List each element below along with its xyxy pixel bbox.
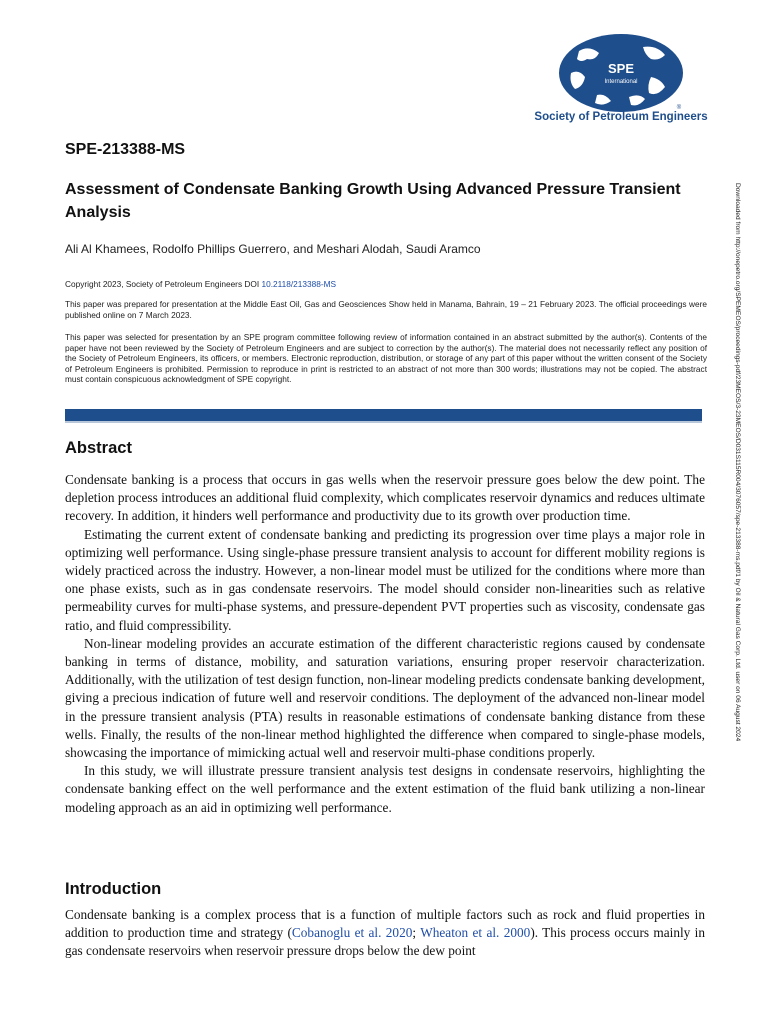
download-notice-sidebar (730, 183, 742, 823)
introduction-paragraph (65, 906, 705, 961)
globe-icon (557, 33, 685, 113)
citation-link[interactable]: Cobanoglu et al. 2020 (291, 925, 413, 941)
authors: Ali Al Khamees, Rodolfo Phillips Guerrero, and Meshari Alodah, Saudi Aramco (65, 242, 481, 256)
introduction-body (65, 906, 705, 961)
intro-text: ). This process occurs mainly in gas condensate reservoirs when reservoir pressure drops below the dew point (65, 925, 705, 959)
abstract-paragraph: In this study, we will illustrate pressure transient analysis test designs in condensate reservoirs, highlighting the condensate banking effect on the well performance and the extent estimation of the fluid bank utilizing a non-linear modeling approach as an aid in optimizing well performance. (65, 763, 705, 815)
intro-text: Condensate banking is a complex process that is a function of multiple factors such as rock and fluid properties in addition to production time and strategy ( (65, 907, 705, 941)
copyright-line (65, 279, 707, 290)
abstract-paragraph: Estimating the current extent of condensate banking and predicting its progression over time plays a major role in optimizing well performance. Using single-phase pressure transient analysis to account for different mobility regions is widely practiced across the industry. However, a non-linear model must be utilized for the conditions where more than one phase exists, such as in gas condensate reservoirs. The model should consider non-linearities such as relative permeability curves for multi-phase systems, and pressure-dependent PVT properties such as viscosity, condensate gas ratio, and fluid compressibility. (65, 526, 705, 633)
citation-link[interactable]: Wheaton et al. 2000 (420, 925, 531, 941)
selection-notice: This paper was selected for presentation by an SPE program committee following review of information contained in an abstract submitted by the author(s). Contents of the paper have not been reviewed by the Society of Petroleum Engineers and are subject to correction by the author(s). The material does not necessarily reflect any position of the Society of Petroleum Engineers, its officers, or members. Electronic reproduction, distribution, or storage of any part of this paper without the written consent of the Society of Petroleum Engineers is prohibited. Permission to reproduce in print is restricted to an abstract of not more than 300 words; illustrations may not be copied. The abstract must contain conspicuous acknowledgment of SPE copyright. (65, 332, 707, 385)
spe-logo (534, 33, 708, 125)
prepared-notice: This paper was prepared for presentation at the Middle East Oil, Gas and Geosciences Show held in Manama, Bahrain, 19 – 21 February 2023. The official proceedings were published online on 7 March 2023. (65, 299, 707, 320)
copyright-text: Copyright 2023, Society of Petroleum Engineers DOI (65, 279, 262, 289)
abstract-paragraph: Condensate banking is a process that occurs in gas wells when the reservoir pressure goes below the dew point. The depletion process introduces an additional fluid complexity, which complicates reservoir dynamics and reduces ultimate recovery. In addition, it hinders well performance and productivity due to its growth over production time. (65, 472, 705, 524)
logo-globe-text: SPE (607, 61, 635, 76)
logo-globe-subtext: International (604, 79, 638, 85)
citation-separator: ; (412, 925, 421, 941)
registered-mark: ® (676, 105, 682, 111)
logo-org-name: Society of Petroleum Engineers (534, 111, 708, 123)
doi-link[interactable]: 10.2118/213388-MS (261, 279, 337, 289)
paper-id: SPE-213388-MS (65, 141, 186, 158)
abstract-heading: Abstract (65, 439, 132, 457)
abstract-paragraph: Non-linear modeling provides an accurate estimation of the different characteristic regions caused by condensate banking in terms of distance, mobility, and saturation variations, ensuring proper reservoir characterization. Additionally, with the utilization of test design function, non-linear modeling predicts condensate banking development, giving a precious indication of future well and reservoir conditions. The deployment of the advanced non-linear model in the pressure transient analysis (PTA) results in reasonable estimations of condensate banking distance from these wells. Finally, the results of the non-linear method highlighted the difference when compared to single-phase models, showcasing the importance of mimicking actual well and reservoir multi-phase conditions properly. (65, 635, 705, 761)
download-notice: Downloaded from http://onepetro.org/SPEMEOS/proceedings-pdf/23MEOS/3-23MEOS/D031S115R004/3076057/spe-213388-ms.pdf/1 by Oil & Natural Gas Corp. Ltd. user on 06 August 2024 (734, 183, 741, 742)
introduction-heading: Introduction (65, 880, 162, 898)
abstract-body (65, 471, 705, 817)
header-divider (65, 409, 702, 423)
paper-title: Assessment of Condensate Banking Growth Using Advanced Pressure Transient Analysis (65, 181, 681, 221)
